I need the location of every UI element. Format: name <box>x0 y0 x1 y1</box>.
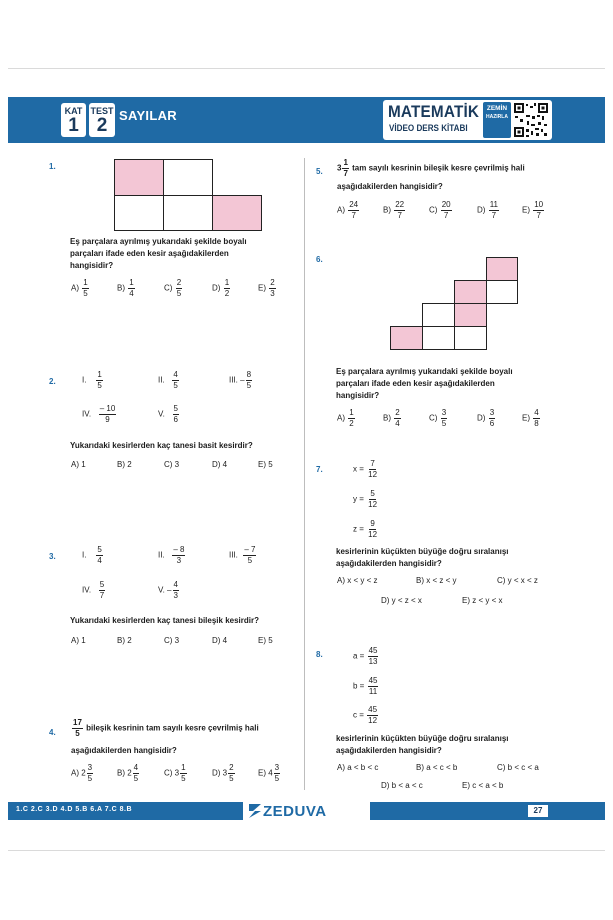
q5-option-c[interactable]: C) $\frac{20}{7}$ <box>429 200 451 220</box>
q3-option-a[interactable]: A) 1 <box>71 636 86 645</box>
brand-logo-text: ZEDUVA <box>263 803 327 820</box>
q7-number: 7. <box>316 465 323 474</box>
q6-option-e[interactable]: E) $\frac{4}{8}$ <box>522 408 539 428</box>
q2-item-2: II. $\frac{4}{5}$ <box>158 370 178 390</box>
q4-option-e[interactable]: E) 4 $\frac{3}{5}$ <box>258 763 280 783</box>
q6-stem: Eş parçalara ayrılmış yukarıdaki şekilde boyalı parçaları ifade eden kesir aşağıdakilerden hangisidir? <box>336 367 513 400</box>
q2-item-4: IV. $\frac{- 10}{9}$ <box>82 404 116 424</box>
q6-option-a[interactable]: A) $\frac{1}{2}$ <box>337 408 354 428</box>
q7-option-b[interactable]: B) x < z < y <box>416 576 457 585</box>
badge-line2: HAZIRLA <box>486 113 508 120</box>
top-rule <box>8 68 605 69</box>
q7-var-z: z = $\frac{9}{12}$ <box>353 519 378 539</box>
book-subtitle: VİDEO DERS KİTABI <box>389 123 468 133</box>
q2-option-c[interactable]: C) 3 <box>164 460 180 469</box>
q8-var-c: c = $\frac{45}{12}$ <box>353 705 378 725</box>
q5-option-b[interactable]: B) $\frac{22}{7}$ <box>383 200 405 220</box>
q5-number: 5. <box>316 167 323 176</box>
q3-item-1: I. $\frac{5}{4}$ <box>82 545 102 565</box>
kat-badge <box>61 103 86 137</box>
section-title: SAYILAR <box>119 108 177 123</box>
q1-option-b[interactable]: B) $\frac{1}{4}$ <box>117 278 134 298</box>
q3-option-c[interactable]: C) 3 <box>164 636 180 645</box>
answer-key: 1.C 2.C 3.D 4.D 5.B 6.A 7.C 8.B <box>16 806 132 813</box>
qr-code-icon[interactable] <box>513 102 549 138</box>
q7-option-e[interactable]: E) z < y < x <box>462 596 503 605</box>
q2-item-5: V. $\frac{5}{6}$ <box>158 404 178 424</box>
q5-stem-line2: aşağıdakilerden hangisidir? <box>337 182 443 191</box>
page-number: 27 <box>528 805 548 817</box>
q8-option-e[interactable]: E) c < a < b <box>462 781 504 790</box>
q2-option-e[interactable]: E) 5 <box>258 460 273 469</box>
q2-option-a[interactable]: A) 1 <box>71 460 86 469</box>
q4-option-c[interactable]: C) 3 $\frac{1}{5}$ <box>164 763 186 783</box>
q4-option-d[interactable]: D) 3 $\frac{2}{5}$ <box>212 763 234 783</box>
q1-option-a[interactable]: A) $\frac{1}{5}$ <box>71 278 88 298</box>
q3-item-2: II. $\frac{- 8}{3}$ <box>158 545 185 565</box>
q3-option-d[interactable]: D) 4 <box>212 636 228 645</box>
q7-option-d[interactable]: D) y < z < x <box>381 596 422 605</box>
q4-stem: $\frac{17}{5}$ bileşik kesrinin tam sayılı kesre çevrilmiş hali <box>73 718 259 738</box>
q2-stem: Yukarıdaki kesirlerden kaç tanesi basit kesirdir? <box>70 441 253 450</box>
book-title: MATEMATİK <box>388 102 480 121</box>
zemin-hazirla-badge <box>483 102 511 138</box>
q3-option-b[interactable]: B) 2 <box>117 636 132 645</box>
q1-option-c[interactable]: C) $\frac{2}{5}$ <box>164 278 182 298</box>
q3-item-4: IV. $\frac{5}{7}$ <box>82 580 105 600</box>
q6-number: 6. <box>316 255 323 264</box>
q1-option-e[interactable]: E) $\frac{2}{3}$ <box>258 278 275 298</box>
q8-option-a[interactable]: A) a < b < c <box>337 763 379 772</box>
kat-number: 1 <box>68 115 79 136</box>
q3-number: 3. <box>49 552 56 561</box>
q6-option-b[interactable]: B) $\frac{2}{4}$ <box>383 408 400 428</box>
q7-option-a[interactable]: A) x < y < z <box>337 576 378 585</box>
kat-label: KAT <box>64 106 83 116</box>
test-badge <box>89 103 115 137</box>
q7-stem: kesirlerinin küçükten büyüğe doğru sıralanışı aşağıdakilerden hangisidir? <box>336 547 509 568</box>
q4-option-a[interactable]: A) 2 $\frac{3}{5}$ <box>71 763 93 783</box>
q2-item-1: I. $\frac{1}{5}$ <box>82 370 102 390</box>
test-label: TEST <box>90 106 114 116</box>
q1-figure <box>114 159 262 231</box>
q2-option-b[interactable]: B) 2 <box>117 460 132 469</box>
q2-option-d[interactable]: D) 4 <box>212 460 228 469</box>
q1-number: 1. <box>49 162 56 171</box>
q5-option-e[interactable]: E) $\frac{10}{7}$ <box>522 200 544 220</box>
q4-option-b[interactable]: B) 2 $\frac{4}{5}$ <box>117 763 139 783</box>
q7-var-y: y = $\frac{5}{12}$ <box>353 489 378 509</box>
q8-option-d[interactable]: D) b < a < c <box>381 781 423 790</box>
column-divider <box>304 158 305 790</box>
q8-var-b: b = $\frac{45}{11}$ <box>353 676 378 696</box>
q4-stem-line2: aşağıdakilerden hangisidir? <box>71 746 177 755</box>
badge-line1: ZEMİN <box>486 105 508 112</box>
q2-item-3: III. – $\frac{8}{5}$ <box>229 370 252 390</box>
q6-figure <box>390 257 518 351</box>
q1-option-d[interactable]: D) $\frac{1}{2}$ <box>212 278 230 298</box>
q5-option-a[interactable]: A) $\frac{24}{7}$ <box>337 200 359 220</box>
q5-option-d[interactable]: D) $\frac{11}{7}$ <box>477 200 498 220</box>
q6-option-d[interactable]: D) $\frac{3}{6}$ <box>477 408 495 428</box>
q8-stem: kesirlerinin küçükten büyüğe doğru sıralanışı aşağıdakilerden hangisidir? <box>336 734 509 755</box>
test-number: 2 <box>96 115 108 136</box>
q7-option-c[interactable]: C) y < x < z <box>497 576 538 585</box>
q5-stem: 3 $\frac{1}{7}$ tam sayılı kesrinin bileşik kesre çevrilmiş hali <box>337 158 525 178</box>
q7-var-x: x = $\frac{7}{12}$ <box>353 459 378 479</box>
q2-number: 2. <box>49 377 56 386</box>
bottom-rule <box>8 850 605 851</box>
q8-option-c[interactable]: C) b < c < a <box>497 763 539 772</box>
q3-item-3: III. $\frac{- 7}{5}$ <box>229 545 256 565</box>
q6-option-c[interactable]: C) $\frac{3}{5}$ <box>429 408 447 428</box>
q3-item-5: V. – $\frac{4}{3}$ <box>158 580 178 600</box>
q8-var-a: a = $\frac{45}{13}$ <box>353 646 378 666</box>
q8-option-b[interactable]: B) a < c < b <box>416 763 458 772</box>
footer-bar-right <box>370 802 605 820</box>
q1-stem: Eş parçalara ayrılmış yukarıdaki şekilde boyalı parçaları ifade eden kesir aşağıdakilerden hangisidir? <box>70 237 247 270</box>
zeduva-logo-icon <box>248 803 262 824</box>
q3-stem: Yukarıdaki kesirlerden kaç tanesi bileşik kesirdir? <box>70 616 259 625</box>
q4-number: 4. <box>49 728 56 737</box>
q3-option-e[interactable]: E) 5 <box>258 636 273 645</box>
q8-number: 8. <box>316 650 323 659</box>
